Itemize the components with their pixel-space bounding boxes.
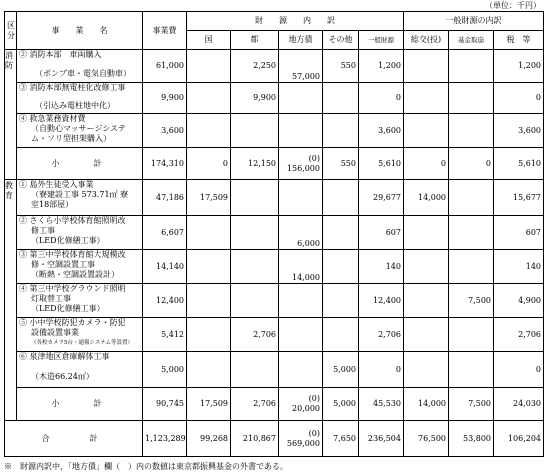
other-cell bbox=[323, 114, 359, 148]
project-name: ② 消防本部 車両購入 （ポンプ車・電気自動車） bbox=[17, 50, 143, 83]
other-cell bbox=[323, 284, 359, 318]
bond-cell bbox=[279, 284, 323, 318]
national-cell bbox=[187, 216, 231, 250]
header-fund: 基金取崩 bbox=[449, 31, 494, 50]
project-name: ⑥ 泉津地区倉庫解体工事 （木造66.24㎡） bbox=[17, 352, 143, 388]
national-cell: 17,509 bbox=[187, 388, 231, 421]
fund-cell: 53,800 bbox=[449, 421, 494, 457]
tax-cell: 106,204 bbox=[494, 421, 544, 457]
general-fund-cell: 3,600 bbox=[359, 114, 404, 148]
general-fund-cell: 0 bbox=[359, 352, 404, 388]
grant-cell: 14,000 bbox=[404, 388, 449, 421]
bond-value: 569,000 bbox=[286, 438, 320, 448]
bond-cell bbox=[279, 388, 323, 421]
metro-cell bbox=[231, 284, 279, 318]
bond-cell: 14,000 bbox=[279, 250, 323, 284]
total-row bbox=[5, 421, 544, 457]
grant-cell bbox=[404, 352, 449, 388]
table-row bbox=[5, 114, 544, 148]
header-grant: 総交(投) bbox=[404, 31, 449, 50]
metro-cell bbox=[231, 250, 279, 284]
subtotal-row bbox=[5, 148, 544, 180]
metro-cell bbox=[231, 352, 279, 388]
fund-cell bbox=[449, 216, 494, 250]
grant-cell bbox=[404, 83, 449, 114]
national-cell: 17,509 bbox=[187, 180, 231, 216]
metro-cell bbox=[231, 114, 279, 148]
tax-cell: 140 bbox=[494, 250, 544, 284]
project-name: ③ 消防本部無電柱化改修工事 （引込み電柱地中化） bbox=[17, 83, 143, 114]
table-row bbox=[5, 352, 544, 388]
bond-cell: 6,000 bbox=[279, 216, 323, 250]
cost-cell: 1,123,289 bbox=[143, 421, 187, 457]
category-education: 教育 bbox=[5, 180, 17, 421]
tax-cell: 0 bbox=[494, 83, 544, 114]
tax-cell: 3,600 bbox=[494, 114, 544, 148]
table-row bbox=[5, 318, 544, 352]
national-cell: 99,268 bbox=[187, 421, 231, 457]
bond-cell bbox=[279, 318, 323, 352]
tax-cell: 24,030 bbox=[494, 388, 544, 421]
fund-cell bbox=[449, 114, 494, 148]
fund-cell bbox=[449, 83, 494, 114]
general-fund-cell: 45,530 bbox=[359, 388, 404, 421]
grant-cell: 14,000 bbox=[404, 180, 449, 216]
other-cell bbox=[323, 216, 359, 250]
bond-foreign-note: (0) bbox=[308, 394, 320, 403]
project-name: ④ 救急業務資材費 （自動心マッサージシステ ム・ソリ型担架購入） bbox=[17, 114, 143, 148]
tax-cell: 2,706 bbox=[494, 318, 544, 352]
cost-cell: 14,140 bbox=[143, 250, 187, 284]
national-cell bbox=[187, 284, 231, 318]
grant-cell bbox=[404, 250, 449, 284]
cost-cell: 12,400 bbox=[143, 284, 187, 318]
national-cell bbox=[187, 114, 231, 148]
tax-cell: 5,610 bbox=[494, 148, 544, 180]
grant-cell: 76,500 bbox=[404, 421, 449, 457]
header-local-bond: 地方債 bbox=[279, 31, 323, 50]
header-general-breakdown: 一般財源の内訳 bbox=[404, 12, 544, 31]
fund-cell bbox=[449, 180, 494, 216]
header-cost: 事業費 bbox=[143, 12, 187, 50]
general-fund-cell: 0 bbox=[359, 83, 404, 114]
national-cell bbox=[187, 318, 231, 352]
grant-cell bbox=[404, 216, 449, 250]
total-label: 合 計 bbox=[5, 421, 143, 457]
header-category: 区分 bbox=[5, 12, 17, 50]
header-other: その他 bbox=[323, 31, 359, 50]
project-name: ③ 第三中学校体育館大規模改 修・空調設置工事 （断熱・空調設置設計） bbox=[17, 250, 143, 284]
bond-cell bbox=[279, 180, 323, 216]
metro-cell: 2,706 bbox=[231, 318, 279, 352]
grant-cell bbox=[404, 50, 449, 83]
project-name: ④ 第三中学校グラウンド照明 灯取替工事 （LED化修繕工事） bbox=[17, 284, 143, 318]
subtotal-label: 小 計 bbox=[17, 148, 143, 180]
project-name: ⑤ 小中学校防犯カメラ・防犯 設備設置事業 （各校カメラ5台・通報システム等設置） bbox=[17, 318, 143, 352]
general-fund-cell: 607 bbox=[359, 216, 404, 250]
cost-cell: 3,600 bbox=[143, 114, 187, 148]
other-cell bbox=[323, 318, 359, 352]
fund-cell: 0 bbox=[449, 148, 494, 180]
bond-cell bbox=[279, 114, 323, 148]
bond-cell bbox=[279, 421, 323, 457]
table-row bbox=[5, 83, 544, 114]
grant-cell bbox=[404, 114, 449, 148]
national-cell bbox=[187, 250, 231, 284]
cost-cell: 6,607 bbox=[143, 216, 187, 250]
national-cell bbox=[187, 83, 231, 114]
other-cell bbox=[323, 180, 359, 216]
metro-cell: 210,867 bbox=[231, 421, 279, 457]
metro-cell: 2,250 bbox=[231, 50, 279, 83]
table-row bbox=[5, 284, 544, 318]
other-cell: 5,000 bbox=[323, 388, 359, 421]
bond-cell bbox=[279, 352, 323, 388]
general-fund-cell: 1,200 bbox=[359, 50, 404, 83]
cost-cell: 47,186 bbox=[143, 180, 187, 216]
table-row bbox=[5, 250, 544, 284]
national-cell: 0 bbox=[187, 148, 231, 180]
bond-cell: 57,000 bbox=[279, 50, 323, 83]
bond-cell bbox=[279, 148, 323, 180]
metro-cell bbox=[231, 180, 279, 216]
other-cell bbox=[323, 83, 359, 114]
header-funding: 財 源 内 訳 bbox=[187, 12, 404, 31]
table-row bbox=[5, 216, 544, 250]
general-fund-cell: 236,504 bbox=[359, 421, 404, 457]
other-cell: 5,000 bbox=[323, 352, 359, 388]
project-name: ② さくら小学校体育館照明改 修工事 （LED化修繕工事） bbox=[17, 216, 143, 250]
cost-cell: 61,000 bbox=[143, 50, 187, 83]
fund-cell bbox=[449, 318, 494, 352]
fund-cell: 7,500 bbox=[449, 284, 494, 318]
category-fire: 消防 bbox=[5, 50, 17, 180]
other-cell: 550 bbox=[323, 148, 359, 180]
project-name: ① 島外生徒受入事業 （寮建設工事 573.71㎡ 寮 室18部屋） bbox=[17, 180, 143, 216]
tax-cell: 4,900 bbox=[494, 284, 544, 318]
metro-cell: 12,150 bbox=[231, 148, 279, 180]
header-metro: 都 bbox=[231, 31, 279, 50]
general-fund-cell: 12,400 bbox=[359, 284, 404, 318]
bond-foreign-note: (0) bbox=[308, 153, 320, 163]
bond-value: 156,000 bbox=[286, 163, 320, 173]
budget-table bbox=[4, 11, 544, 457]
tax-cell: 0 bbox=[494, 352, 544, 388]
grant-cell bbox=[404, 284, 449, 318]
cost-cell: 174,310 bbox=[143, 148, 187, 180]
national-cell bbox=[187, 352, 231, 388]
other-cell: 7,650 bbox=[323, 421, 359, 457]
fund-cell: 7,500 bbox=[449, 388, 494, 421]
general-fund-cell: 2,706 bbox=[359, 318, 404, 352]
other-cell bbox=[323, 250, 359, 284]
fund-cell bbox=[449, 50, 494, 83]
table-row bbox=[5, 180, 544, 216]
bond-value: 20,000 bbox=[292, 404, 320, 413]
cost-cell: 90,745 bbox=[143, 388, 187, 421]
footnote: ※ 財源内訳中，「地方債」欄（ ）内の数値は東京都振興基金の外書である。 bbox=[4, 462, 288, 471]
fund-cell bbox=[449, 352, 494, 388]
bond-foreign-note: (0) bbox=[308, 428, 320, 438]
bond-cell bbox=[279, 83, 323, 114]
general-fund-cell: 140 bbox=[359, 250, 404, 284]
tax-cell: 607 bbox=[494, 216, 544, 250]
metro-cell: 9,900 bbox=[231, 83, 279, 114]
national-cell bbox=[187, 50, 231, 83]
tax-cell: 1,200 bbox=[494, 50, 544, 83]
fund-cell bbox=[449, 250, 494, 284]
header-national: 国 bbox=[187, 31, 231, 50]
cost-cell: 5,412 bbox=[143, 318, 187, 352]
cost-cell: 9,900 bbox=[143, 83, 187, 114]
cost-cell: 5,000 bbox=[143, 352, 187, 388]
header-general-fund: 一般財源 bbox=[359, 31, 404, 50]
table-row bbox=[5, 50, 544, 83]
metro-cell bbox=[231, 216, 279, 250]
unit-label: （単位：千円） bbox=[485, 1, 541, 10]
general-fund-cell: 5,610 bbox=[359, 148, 404, 180]
grant-cell: 0 bbox=[404, 148, 449, 180]
subtotal-row bbox=[5, 388, 544, 421]
header-tax: 税 等 bbox=[494, 31, 544, 50]
metro-cell: 2,706 bbox=[231, 388, 279, 421]
subtotal-label: 小 計 bbox=[17, 388, 143, 421]
header-project: 事 業 名 bbox=[17, 12, 143, 50]
tax-cell: 15,677 bbox=[494, 180, 544, 216]
general-fund-cell: 29,677 bbox=[359, 180, 404, 216]
other-cell: 550 bbox=[323, 50, 359, 83]
grant-cell bbox=[404, 318, 449, 352]
